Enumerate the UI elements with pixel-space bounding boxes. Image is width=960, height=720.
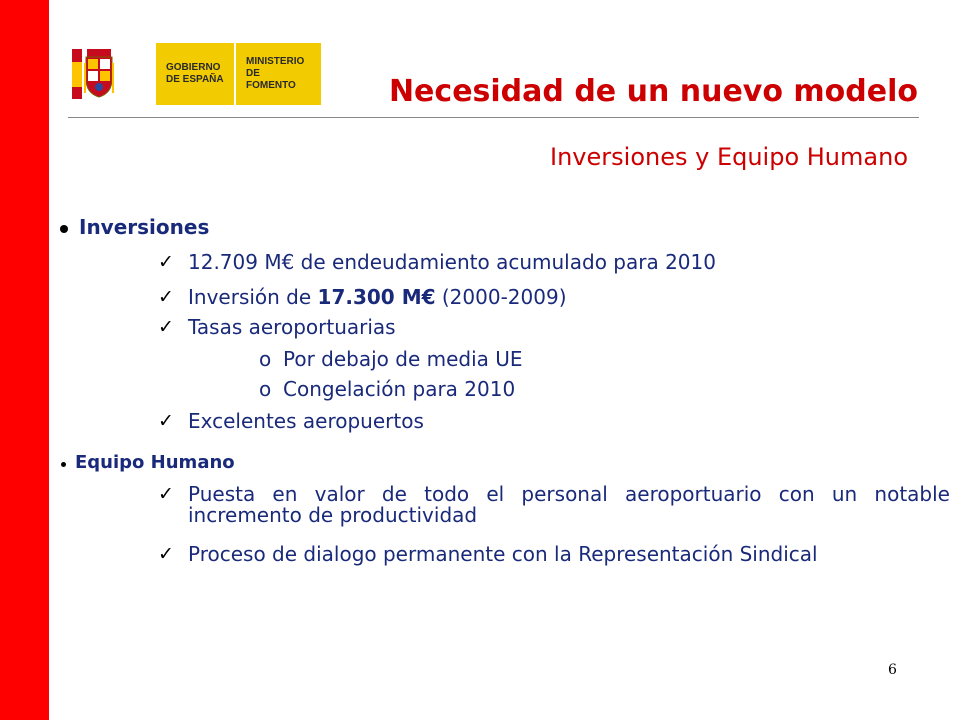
sub-bullet-marker: o [259, 377, 272, 401]
check-icon: ✓ [158, 251, 174, 273]
gobierno-label: GOBIERNO DE ESPAÑA [156, 43, 235, 105]
shield-icon [84, 49, 114, 99]
check-icon: ✓ [158, 483, 174, 505]
bullet-dot [61, 462, 66, 467]
page-number: 6 [888, 662, 897, 678]
check-icon: ✓ [158, 286, 174, 308]
coat-of-arms-emblem [68, 43, 157, 105]
slide-subtitle: Inversiones y Equipo Humano [550, 143, 908, 171]
slide-title: Necesidad de un nuevo modelo [388, 74, 918, 109]
government-logo [68, 43, 321, 105]
section-heading-equipo-humano: Equipo Humano [75, 452, 235, 473]
left-accent-bar [0, 0, 49, 720]
spain-flag-icon [72, 49, 82, 99]
title-divider [68, 117, 919, 118]
ministerio-label: MINISTERIO DE FOMENTO [236, 43, 321, 105]
check-icon: ✓ [158, 410, 174, 432]
check-icon: ✓ [158, 543, 174, 565]
sub-bullet-marker: o [259, 347, 272, 371]
list-item: ✓ Puesta en valor de todo el personal aeroportuario con un notable incremento de productividad [158, 482, 950, 527]
section-heading-inversiones: Inversiones [79, 215, 210, 239]
check-icon: ✓ [158, 316, 174, 338]
bullet-dot [60, 225, 68, 233]
highlight-amount: 17.300 M€ [317, 285, 436, 309]
